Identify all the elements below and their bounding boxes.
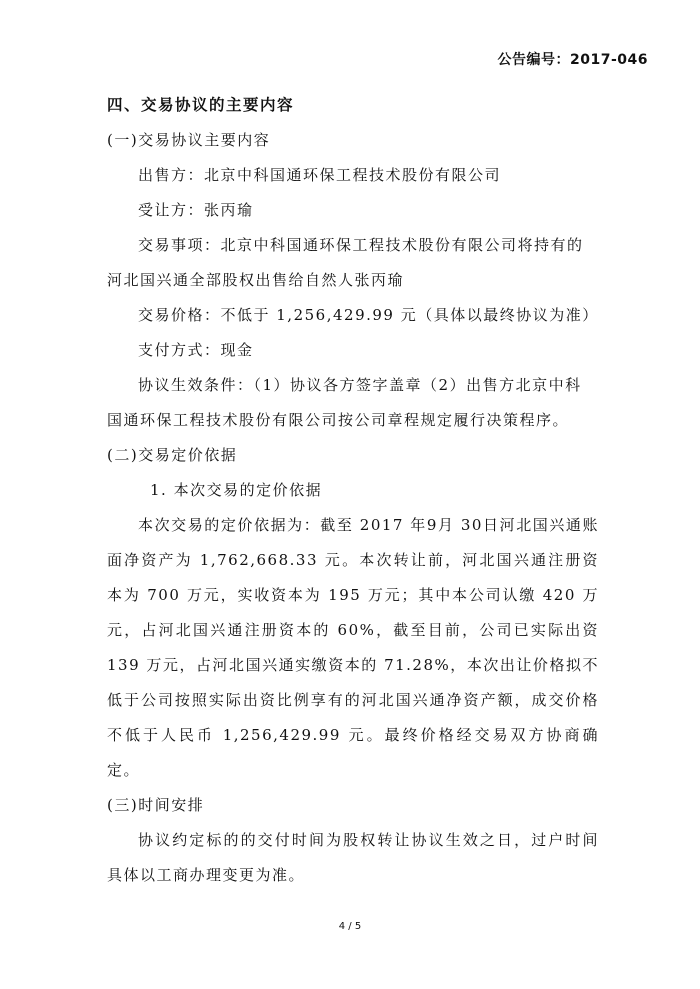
- schedule-paragraph: 协议约定标的的交付时间为股权转让协议生效之日，过户时间具体以工商办理变更为准。: [107, 831, 599, 884]
- notice-number: 公告编号：2017-046: [497, 52, 648, 68]
- payment-line: 支付方式：现金: [138, 341, 254, 359]
- conditions-line-2: 国通环保工程技术股份有限公司按公司章程规定履行决策程序。: [107, 411, 570, 429]
- seller-line: 出售方：北京中科国通环保工程技术股份有限公司: [138, 166, 502, 184]
- part3-title: (三)时间安排: [107, 796, 205, 814]
- pricing-basis-heading: 1. 本次交易的定价依据: [150, 481, 323, 499]
- buyer-line: 受让方：张丙瑜: [138, 201, 254, 219]
- matter-line-1: 交易事项：北京中科国通环保工程技术股份有限公司将持有的: [138, 236, 584, 254]
- matter-line-2: 河北国兴通全部股权出售给自然人张丙瑜: [107, 271, 405, 289]
- section-title: 四、交易协议的主要内容: [107, 96, 295, 114]
- part1-title: (一)交易协议主要内容: [107, 131, 271, 149]
- pricing-basis-paragraph: 本次交易的定价依据为：截至 2017 年9月 30日河北国兴通账面净资产为 1,762,668.33 元。本次转让前，河北国兴通注册资本为 700 万元，实收资本为 195 万元；其中本公司认缴 420 万元，占河北国兴通注册资本的 60%，截至目前，公司已实际出资 139 万元，占河北国兴通实缴资本的 71.28%，本次出让价格拟不低于公司按照实际出资比例享有的河北国兴通净资产额，成交价格不低于人民币 1,256,429.99 元。最终价格经交易双方协商确定。: [107, 516, 599, 779]
- conditions-line-1: 协议生效条件：（1）协议各方签字盖章（2）出售方北京中科: [138, 376, 582, 394]
- price-line: 交易价格：不低于 1,256,429.99 元（具体以最终协议为准）: [138, 306, 599, 324]
- document-body: [107, 88, 599, 893]
- part2-title: (二)交易定价依据: [107, 446, 238, 464]
- page-number: 4 / 5: [338, 921, 362, 932]
